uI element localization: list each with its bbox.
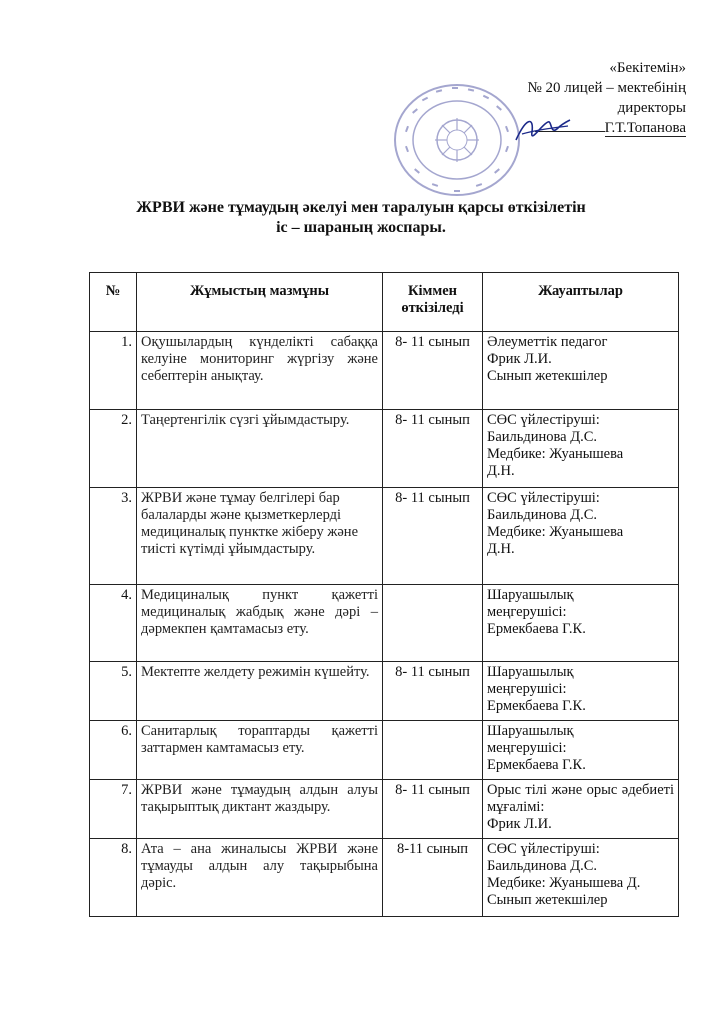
- row-content: Ата – ана жиналысы ЖРВИ және тұмауды алдын алу тақырыбына дәріс.: [137, 839, 383, 917]
- row-content: Мектепте желдету режимін күшейту.: [137, 662, 383, 721]
- responsible-line: СӨС үйлестіруші:: [487, 841, 600, 857]
- table-row: [90, 410, 679, 488]
- responsible-line: Сынып жетекшілер: [487, 368, 608, 384]
- responsible-line: Шаруашылық: [487, 723, 574, 739]
- table-row: [90, 721, 679, 780]
- row-responsible: [483, 332, 679, 410]
- row-number: 2.: [90, 410, 137, 488]
- row-participants: 8- 11 сынып: [383, 662, 483, 721]
- row-responsible: [483, 839, 679, 917]
- row-participants: 8-11 сынып: [383, 839, 483, 917]
- responsible-line: Сынып жетекшілер: [487, 892, 608, 908]
- responsible-line: Баильдинова Д.С.: [487, 507, 598, 523]
- responsible-line: Медбике: Жуанышева Д.: [487, 875, 641, 891]
- row-participants: 8- 11 сынып: [383, 332, 483, 410]
- row-content: Оқушылардың күнделікті сабаққа келуіне мониторинг жүргізу және себептерін анықтау.: [137, 332, 383, 410]
- table-row: [90, 488, 679, 585]
- responsible-line: Ермекбаева Г.К.: [487, 621, 586, 637]
- responsible-line: Баильдинова Д.С.: [487, 429, 598, 445]
- director-signature-icon: [512, 110, 572, 150]
- approval-line-1: «Бекітемін»: [609, 60, 686, 76]
- row-responsible: [483, 410, 679, 488]
- row-number: 5.: [90, 662, 137, 721]
- document-title: [0, 198, 722, 238]
- responsible-line: Фрик Л.И.: [487, 351, 552, 367]
- approval-line-3: директоры: [617, 100, 686, 116]
- row-responsible: [483, 585, 679, 662]
- responsible-line: Шаруашылық: [487, 664, 574, 680]
- responsible-line: Баильдинова Д.С.: [487, 858, 598, 874]
- table-row: [90, 662, 679, 721]
- table-row: [90, 332, 679, 410]
- row-content: Таңертенгілік сүзгі ұйымдастыру.: [137, 410, 383, 488]
- action-plan-table: [89, 272, 679, 917]
- responsible-line: Д.Н.: [487, 541, 515, 557]
- responsible-line: Әлеуметтік педагог: [487, 334, 608, 350]
- responsible-line: СӨС үйлестіруші:: [487, 412, 600, 428]
- header-number: №: [90, 273, 137, 332]
- row-content: Медициналық пункт қажетті медициналық жабдық және дәрі – дәрмекпен қамтамасыз ету.: [137, 585, 383, 662]
- responsible-line: Медбике: Жуанышева: [487, 524, 624, 540]
- approval-line-2: № 20 лицей – мектебінің: [527, 80, 686, 96]
- responsible-line: Медбике: Жуанышева: [487, 446, 624, 462]
- row-content: ЖРВИ және тұмаудың алдын алуы тақырыптық диктант жаздыру.: [137, 780, 383, 839]
- responsible-line: меңгерушісі:: [487, 740, 567, 756]
- table-row: [90, 585, 679, 662]
- table-header-row: [90, 273, 679, 332]
- row-number: 3.: [90, 488, 137, 585]
- row-responsible: [483, 721, 679, 780]
- document-title-line-2: іс – шараның жоспары.: [276, 219, 446, 236]
- row-number: 1.: [90, 332, 137, 410]
- header-responsible: Жауаптылар: [483, 273, 679, 332]
- table-row: [90, 839, 679, 917]
- row-participants: 8- 11 сынып: [383, 410, 483, 488]
- row-responsible: [483, 780, 679, 839]
- responsible-line: меңгерушісі:: [487, 604, 567, 620]
- header-content: Жұмыстың мазмұны: [137, 273, 383, 332]
- responsible-line: СӨС үйлестіруші:: [487, 490, 600, 506]
- row-number: 6.: [90, 721, 137, 780]
- table-row: [90, 780, 679, 839]
- row-number: 7.: [90, 780, 137, 839]
- responsible-line: Орыс тілі және орыс әдебиеті мұғалімі:: [487, 782, 674, 815]
- row-content: ЖРВИ және тұмау белгілері бар балаларды және қызметкерлерді медициналық пунктке жіберу және тиісті күтімді ұйымдастыру.: [137, 488, 383, 585]
- header-participants: Кіммен өткізіледі: [383, 273, 483, 332]
- responsible-line: Ермекбаева Г.К.: [487, 757, 586, 773]
- row-responsible: [483, 488, 679, 585]
- row-content: Санитарлық тораптарды қажетті заттармен камтамасыз ету.: [137, 721, 383, 780]
- row-participants: [383, 585, 483, 662]
- responsible-line: Ермекбаева Г.К.: [487, 698, 586, 714]
- row-number: 8.: [90, 839, 137, 917]
- responsible-line: Фрик Л.И.: [487, 816, 552, 832]
- responsible-line: Шаруашылық: [487, 587, 574, 603]
- row-number: 4.: [90, 585, 137, 662]
- official-stamp-icon: [392, 82, 522, 198]
- responsible-line: меңгерушісі:: [487, 681, 567, 697]
- document-title-line-1: ЖРВИ және тұмаудың әкелуі мен таралуын қарсы өткізілетін: [136, 199, 586, 216]
- row-participants: [383, 721, 483, 780]
- row-participants: 8- 11 сынып: [383, 488, 483, 585]
- responsible-line: Д.Н.: [487, 463, 515, 479]
- row-participants: 8- 11 сынып: [383, 780, 483, 839]
- approval-director-name: Г.Т.Топанова: [604, 120, 686, 136]
- row-responsible: [483, 662, 679, 721]
